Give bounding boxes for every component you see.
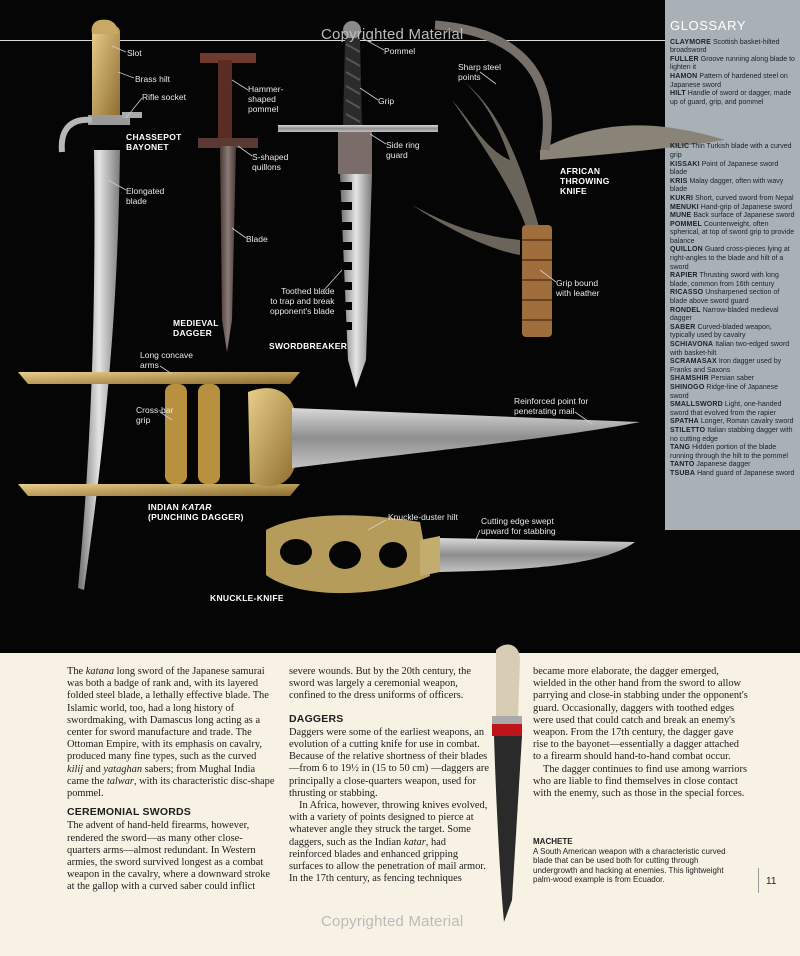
- glossary-definition: Persian saber: [708, 375, 755, 383]
- glossary-term: MENUKI: [670, 203, 699, 211]
- glossary-definition: Ridge-line of Japanese sword: [670, 383, 779, 400]
- ceremonial-continued: severe wounds. But by the 20th century, the sword was largely a ceremonial weapon, confined to the dress uniforms of officers.: [289, 666, 471, 702]
- caption-swordbreaker: SWORDBREAKER: [269, 341, 348, 351]
- indian-katar-image: [18, 372, 640, 496]
- glossary-definition: Back surface of Japanese sword: [691, 212, 795, 220]
- callout-toothed: Toothed blade to trap and break opponent's blade: [270, 286, 335, 316]
- glossary-definition: Iron dagger used by Franks and Saxons: [670, 358, 782, 374]
- text-column-2: [289, 666, 489, 885]
- glossary-term: KILIC: [670, 143, 690, 151]
- glossary-term: KUKRI: [670, 194, 694, 202]
- caption-chassepot: CHASSEPOT BAYONET: [126, 132, 182, 152]
- glossary-entry: [670, 212, 796, 221]
- glossary-entry: [670, 161, 796, 178]
- glossary-definition: Light, one-handed sword that evolved from the rapier: [670, 401, 782, 417]
- caption-knuckle-knife: KNUCKLE-KNIFE: [210, 593, 284, 603]
- glossary-entry: [670, 39, 796, 56]
- glossary-entry: [670, 341, 796, 358]
- text-column-3: [533, 666, 749, 800]
- callout-cutting-edge: Cutting edge swept upward for stabbing: [481, 516, 556, 536]
- glossary-entry: [670, 418, 796, 427]
- glossary-definition: Pattern of hardened steel on Japanese sword: [670, 72, 788, 89]
- glossary-entry: [670, 178, 796, 195]
- chassepot-bayonet-image: [62, 20, 142, 590]
- glossary-definition: Malay dagger, often with wavy blade: [670, 177, 784, 194]
- glossary-term: RONDEL: [670, 306, 701, 314]
- glossary-entry: [670, 444, 796, 461]
- glossary-entry: [670, 461, 796, 470]
- italic-term: katana: [85, 666, 115, 677]
- glossary-term: STILETTO: [670, 426, 706, 434]
- glossary: [670, 18, 796, 479]
- glossary-term: SHINOGO: [670, 383, 705, 391]
- glossary-term: RAPIER: [670, 272, 698, 280]
- glossary-entry: [670, 195, 796, 204]
- glossary-definition: Guard cross-pieces lying at right-angles to the blade and hilt of a sword: [670, 246, 790, 271]
- caption-katar-em: KATAR: [181, 502, 212, 512]
- glossary-term: SHAMSHIR: [670, 375, 709, 383]
- glossary-term: MUNE: [670, 212, 692, 220]
- italic-term: katar: [403, 836, 426, 848]
- glossary-term: KISSAKI: [670, 160, 700, 168]
- glossary-list: [670, 39, 796, 479]
- caption-medieval-dagger: MEDIEVAL DAGGER: [173, 318, 219, 338]
- glossary-definition: Scottish basket-hilted broadsword: [670, 38, 780, 55]
- machete-image: [492, 645, 522, 922]
- daggers-continued: became more elaborate, the dagger emerged, wielded in the other hand from the sword to allow parrying and close-in stabbing under the opponent's guard. Occasionally, daggers with toothed edges were used that could catch and break an enemy's weapon. From the 17th century, the dagger gave rise to the bayonet—essentially a dagger attached to a firearm should hand-to-hand combat occur.: [533, 666, 748, 763]
- page-number: 11: [766, 876, 777, 887]
- italic-term: yataghan: [103, 763, 143, 775]
- glossary-term: SCRAMASAX: [670, 358, 717, 366]
- callout-brass-hilt: Brass hilt: [135, 74, 170, 84]
- glossary-entry: [670, 324, 796, 341]
- heading-ceremonial-swords: CEREMONIAL SWORDS: [67, 806, 191, 819]
- intro-paragraph: The katana long sword of the Japanese samurai was both a badge of rank and, with its layered folded steel blade, a lethally effective blade. The Islamic world, too, had a long history of swordmaking, with Damascus long acting as a center for sword manufacture and trade. The Ottoman Empire, with its emphasis on cavalry, produced many fine types, such as the curved kilij and yataghan sabers; from Mughal India came the talwar, with its characteristic disc-shape pommel.: [67, 666, 275, 800]
- callout-crossbar: Cross-bar grip: [136, 405, 174, 425]
- glossary-entry: [670, 470, 796, 479]
- glossary-term: SABER: [670, 323, 696, 331]
- glossary-term: HILT: [670, 90, 686, 98]
- glossary-entry: [670, 246, 796, 272]
- caption-katar: [148, 502, 244, 522]
- callout-slot: Slot: [127, 48, 142, 58]
- glossary-definition: Hidden portion of the blade running through the hilt to the pommel: [670, 444, 788, 460]
- glossary-entry: [670, 143, 796, 160]
- callout-reinforced: Reinforced point for penetrating mail: [514, 396, 589, 416]
- glossary-definition: Italian two-edged sword with basket-hilt: [670, 341, 790, 357]
- glossary-term: POMMEL: [670, 220, 702, 228]
- glossary-entry: [670, 384, 796, 401]
- italic-term: talwar: [106, 775, 134, 787]
- glossary-entry: [670, 358, 796, 375]
- callout-hammer-pommel: Hammer- shaped pommel: [248, 84, 284, 114]
- glossary-definition: Longer, Roman cavalry sword: [698, 418, 794, 426]
- glossary-term: HAMON: [670, 72, 698, 80]
- watermark-top: Copyrighted Material: [321, 26, 464, 43]
- glossary-definition: Handle of sword or dagger, made up of guard, grip, and pommel: [670, 90, 792, 106]
- glossary-term: TANTO: [670, 461, 695, 469]
- glossary-definition: Hand guard of Japanese sword: [695, 469, 795, 477]
- glossary-term: SMALLSWORD: [670, 401, 723, 409]
- callout-concave-arms: Long concave arms: [140, 350, 193, 370]
- glossary-term: QUILLON: [670, 246, 703, 254]
- caption-katar-b: (PUNCHING DAGGER): [148, 512, 244, 522]
- glossary-entry: [670, 427, 796, 444]
- glossary-definition: Unsharpened section of blade above sword guard: [670, 289, 780, 306]
- glossary-definition: Groove running along blade to lighten it: [670, 55, 795, 72]
- glossary-term: TSUBA: [670, 469, 696, 477]
- callout-s-quillons: S-shaped quillons: [252, 152, 289, 172]
- glossary-term: CLAYMORE: [670, 38, 712, 46]
- glossary-entry: [670, 73, 796, 90]
- callout-side-ring: Side ring guard: [386, 140, 420, 160]
- page-number-rule: [758, 868, 759, 893]
- knuckle-knife-image: [266, 515, 635, 593]
- machete-caption: [533, 837, 743, 885]
- glossary-entry: [670, 221, 796, 247]
- glossary-entry: [670, 289, 796, 306]
- glossary-term: RICASSO: [670, 289, 704, 297]
- glossary-entry: [670, 56, 796, 73]
- caption-african-knife: AFRICAN THROWING KNIFE: [560, 166, 610, 196]
- glossary-definition: Hand-grip of Japanese sword: [698, 203, 793, 211]
- watermark-bottom: Copyrighted Material: [321, 913, 464, 930]
- glossary-definition: Thin Turkish blade with a curved grip: [670, 143, 792, 159]
- glossary-term: TANG: [670, 444, 691, 452]
- caption-katar-a: INDIAN: [148, 502, 182, 512]
- glossary-entry: [670, 204, 796, 213]
- glossary-definition: Curved-bladed weapon, typically used by cavalry: [670, 323, 772, 340]
- heading-daggers: DAGGERS: [289, 712, 344, 725]
- italic-term: kilij: [67, 763, 84, 775]
- glossary-definition: Thrusting sword with long blade, common from 16th century: [670, 272, 779, 288]
- callout-sharp-points: Sharp steel points: [458, 62, 501, 82]
- glossary-definition: Japanese dagger: [694, 461, 751, 469]
- ceremonial-paragraph: The advent of hand-held firearms, however, rendered the sword—as many other close-quarters arms—almost redundant. In Western armies, the sword survived longest as a combat weapon in the cavalry, where a downward stroke at the gallop with a curved saber could inflict: [67, 820, 271, 893]
- glossary-term: KRIS: [670, 177, 688, 185]
- glossary-entry: [670, 307, 796, 324]
- callout-grip-leather: Grip bound with leather: [556, 278, 600, 298]
- glossary-entry: [670, 375, 796, 384]
- glossary-definition: Point of Japanese sword blade: [670, 160, 779, 177]
- daggers-paragraph-2: In Africa, however, throwing knives evolved, with a variety of points designed to pierce at whatever angle they struck the target. Some daggers, such as the Indian katar, had reinforced blades and enhanced gripping surfaces to allow the penetration of mail armor. In the 17th century, as fencing techniques: [289, 800, 488, 885]
- machete-title: MACHETE: [533, 837, 573, 846]
- glossary-definition: Italian stabbing dagger with no cutting edge: [670, 426, 793, 443]
- glossary-entry: [670, 401, 796, 418]
- glossary-term: SPATHA: [670, 418, 699, 426]
- text-column-1: [67, 666, 275, 894]
- glossary-definition: Counterweight, often spherical, at top of sword grip to provide balance: [670, 220, 795, 245]
- machete-text: A South American weapon with a characteristic curved blade that can be used both for cutting through undergrowth and hacking at enemies. This lightweight palm-wood example is from Ecuador.: [533, 846, 726, 885]
- callout-pommel: Pommel: [384, 46, 416, 56]
- daggers-paragraph-1: Daggers were some of the earliest weapons, an evolution of a cutting knife for use in combat. Because of the relative shortness of their blades—from 6 to 19½ in (15 to 50 cm) —daggers are principally a close-quarters weapon, used for thrusting or stabbing.: [289, 726, 489, 799]
- callout-rifle-socket: Rifle socket: [142, 92, 186, 102]
- glossary-definition: Short, curved sword from Nepal: [693, 194, 794, 202]
- glossary-entry: [670, 90, 796, 107]
- callout-elongated-blade: Elongated blade: [126, 186, 165, 206]
- callout-knuckle-hilt: Knuckle-duster hilt: [388, 512, 458, 522]
- callout-grip: Grip: [378, 96, 395, 106]
- glossary-term: FULLER: [670, 55, 699, 63]
- swordbreaker-image: [278, 21, 438, 388]
- glossary-definition: Narrow-bladed medieval dagger: [670, 306, 779, 323]
- callout-blade: Blade: [246, 234, 268, 244]
- daggers-paragraph-3: The dagger continues to find use among warriors who are liable to find themselves in close contact with the enemy, such as those in the special forces.: [533, 763, 748, 800]
- glossary-title: GLOSSARY: [670, 18, 747, 33]
- glossary-entry: [670, 272, 796, 289]
- glossary-term: SCHIAVONA: [670, 341, 714, 348]
